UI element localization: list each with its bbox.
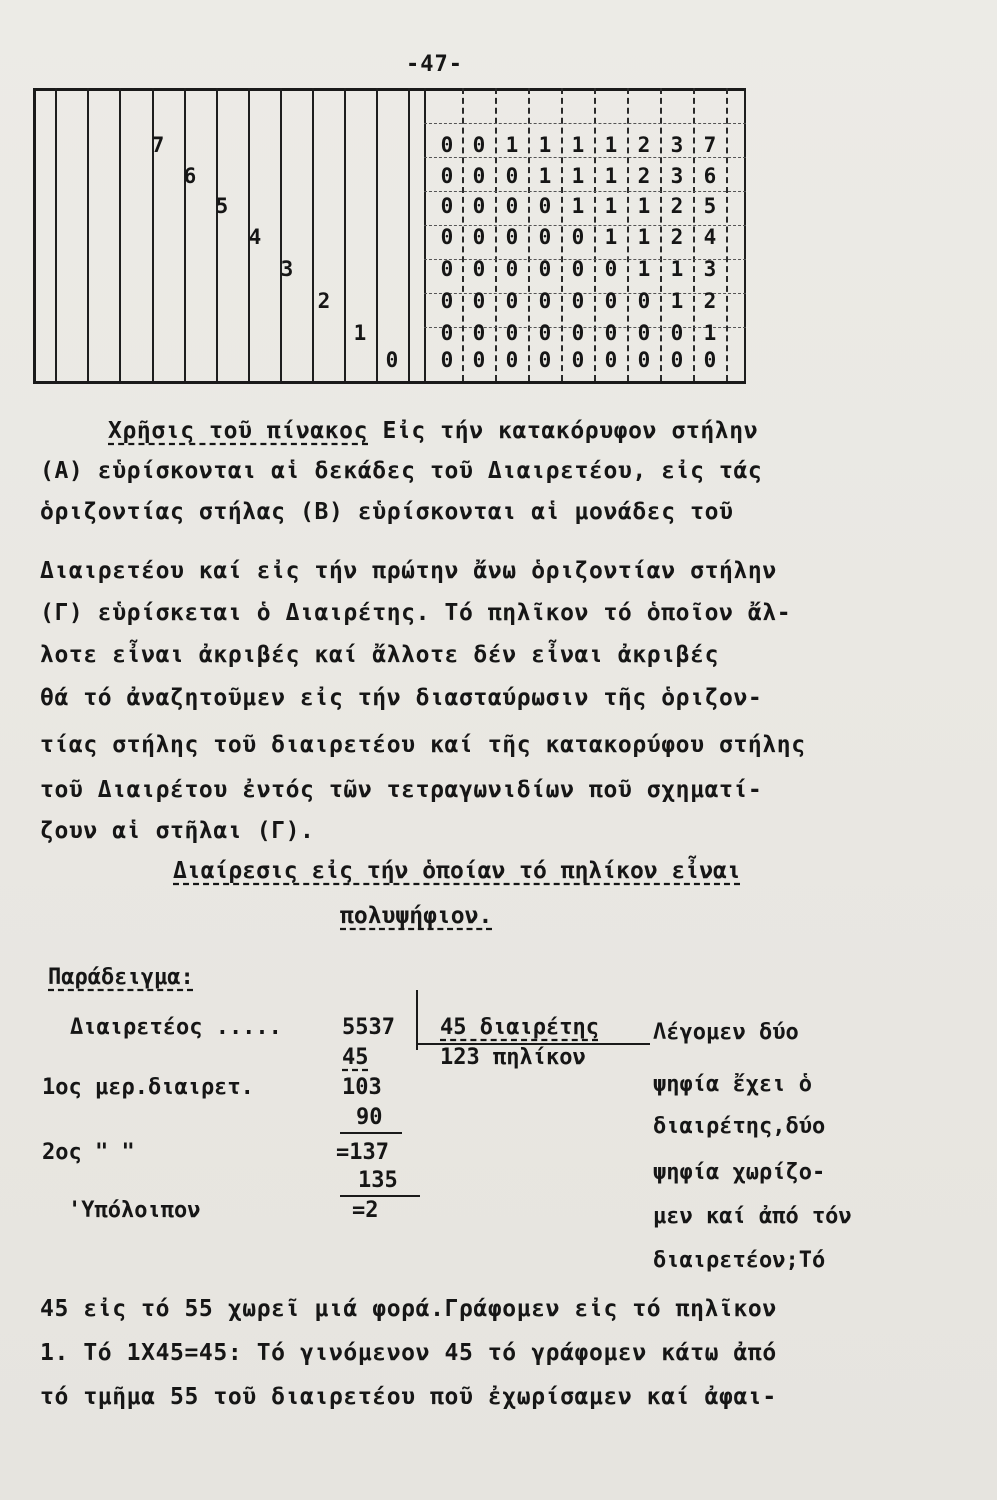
table-cell: 1: [637, 257, 651, 281]
table-cell: 1: [604, 133, 618, 157]
usage-line: ζουν αἱ στῆλαι (Γ).: [40, 818, 315, 844]
partial-value-2: =137: [336, 1140, 389, 1165]
column-divider: [726, 88, 728, 381]
table-cell: 2: [637, 133, 651, 157]
usage-line: τοῦ Διαιρέτου ἐντός τῶν τετραγωνιδίων ποῦ σχηματί-: [40, 777, 763, 803]
table-cell: 7: [703, 133, 717, 157]
subtraction-rule: [340, 1132, 402, 1134]
diagonal-digit: 6: [183, 164, 197, 188]
column-divider: [424, 88, 426, 381]
side-note-line: διαιρέτης,δύο: [653, 1114, 826, 1139]
table-cell: 0: [670, 348, 684, 372]
subtrahend-1: 45: [342, 1045, 369, 1070]
column-divider: [561, 88, 563, 381]
closing-line: 1. Τό 1Χ45=45: Τό γινόμενον 45 τό γράφομεν κάτω ἀπό: [40, 1340, 777, 1366]
table-cell: 0: [538, 348, 552, 372]
table-cell: 1: [571, 194, 585, 218]
table-cell: 3: [670, 164, 684, 188]
table-cell: 0: [440, 225, 454, 249]
table-cell: 0: [670, 321, 684, 345]
subtrahend-3: 135: [358, 1168, 398, 1193]
table-cell: 0: [538, 225, 552, 249]
table-cell: 0: [505, 348, 519, 372]
table-cell: 0: [538, 321, 552, 345]
side-note-line: Λέγομεν δύο: [653, 1020, 799, 1045]
table-cell: 5: [703, 194, 717, 218]
table-cell: 1: [538, 133, 552, 157]
table-cell: 0: [505, 257, 519, 281]
column-divider: [184, 88, 186, 381]
table-cell: 3: [703, 257, 717, 281]
column-divider: [119, 88, 121, 381]
column-divider: [312, 88, 314, 381]
diagonal-digit: 2: [317, 289, 331, 313]
table-cell: 3: [670, 133, 684, 157]
side-note-line: ψηφία χωρίζο-: [653, 1160, 826, 1185]
column-divider: [660, 88, 662, 381]
table-cell: 0: [538, 289, 552, 313]
division-table: [33, 88, 746, 384]
example-label: Παράδειγμα:: [48, 965, 194, 990]
closing-line: 45 εἰς τό 55 χωρεῖ μιά φορά.Γράφομεν εἰς τό πηλῖκον: [40, 1296, 777, 1322]
column-divider: [462, 88, 464, 381]
table-cell: 0: [571, 225, 585, 249]
table-cell: 4: [703, 225, 717, 249]
dividend-label: Διαιρετέος .....: [70, 1015, 282, 1040]
table-cell: 0: [440, 164, 454, 188]
usage-first-line: [108, 418, 758, 444]
usage-line: τίας στήλης τοῦ διαιρετέου καί τῆς κατακορύφου στήλης: [40, 732, 806, 758]
table-cell: 0: [440, 348, 454, 372]
table-cell: 1: [703, 321, 717, 345]
table-cell: 0: [538, 257, 552, 281]
table-cell: 0: [703, 348, 717, 372]
section-heading-continued: πολυψήφιον.: [340, 903, 493, 929]
usage-line: (Γ) εὑρίσκεται ὁ Διαιρέτης. Τό πηλῖκον τό ὁποῖον ἄλ-: [40, 600, 792, 626]
table-cell: 0: [440, 133, 454, 157]
usage-line: Εἰς τήν κατακόρυφον στήλην: [368, 418, 759, 444]
table-cell: 0: [604, 348, 618, 372]
table-cell: 0: [472, 164, 486, 188]
table-cell: 0: [505, 225, 519, 249]
table-cell: 0: [604, 289, 618, 313]
usage-line: Διαιρετέου καί εἰς τήν πρώτην ἄνω ὁριζοντίαν στήλην: [40, 558, 777, 584]
partial-label-1: 1ος μερ.διαιρετ.: [42, 1075, 254, 1100]
table-cell: 0: [472, 348, 486, 372]
side-note-line: διαιρετέον;Τό: [653, 1248, 826, 1273]
divisor-rule: [418, 1043, 650, 1045]
column-divider: [152, 88, 154, 381]
table-cell: 2: [637, 164, 651, 188]
closing-line: τό τμῆμα 55 τοῦ διαιρετέου ποῦ ἐχωρίσαμεν καί ἀφαι-: [40, 1384, 777, 1410]
usage-line: θά τό ἀναζητοῦμεν εἰς τήν διασταύρωσιν τῆς ὁριζον-: [40, 685, 763, 711]
table-cell: 1: [670, 257, 684, 281]
remainder-value: =2: [352, 1198, 379, 1223]
table-cell: 2: [670, 194, 684, 218]
diagonal-digit: 3: [280, 257, 294, 281]
subtraction-rule: [340, 1195, 420, 1197]
table-cell: 0: [637, 321, 651, 345]
table-cell: 1: [604, 194, 618, 218]
divisor-value: 45 διαιρέτης: [440, 1015, 599, 1040]
table-cell: 0: [472, 133, 486, 157]
usage-line: ὁριζοντίας στήλας (Β) εὑρίσκονται αἱ μονάδες τοῦ: [40, 499, 734, 525]
usage-line: λοτε εἶναι ἀκριβές καί ἄλλοτε δέν εἶναι ἀκριβές: [40, 642, 720, 668]
table-cell: 0: [604, 257, 618, 281]
table-cell: 1: [538, 164, 552, 188]
column-divider: [280, 88, 282, 381]
column-divider: [744, 88, 746, 381]
table-cell: 1: [637, 225, 651, 249]
table-cell: 0: [440, 321, 454, 345]
column-divider: [528, 88, 530, 381]
table-cell: 0: [505, 164, 519, 188]
column-divider: [408, 88, 410, 381]
column-divider: [693, 88, 695, 381]
column-divider: [87, 88, 89, 381]
table-cell: 0: [472, 194, 486, 218]
table-cell: 0: [440, 289, 454, 313]
table-cell: 0: [604, 321, 618, 345]
table-cell: 0: [472, 321, 486, 345]
column-divider: [376, 88, 378, 381]
table-cell: 0: [571, 321, 585, 345]
diagonal-digit: 5: [215, 194, 229, 218]
table-cell: 1: [571, 164, 585, 188]
table-cell: 1: [604, 225, 618, 249]
table-cell: 0: [571, 289, 585, 313]
table-cell: 1: [637, 194, 651, 218]
remainder-label: 'Υπόλοιπον: [68, 1198, 201, 1223]
column-divider: [216, 88, 218, 381]
table-cell: 0: [637, 289, 651, 313]
subtrahend-2: 90: [356, 1105, 383, 1130]
column-divider: [594, 88, 596, 381]
table-cell: 1: [670, 289, 684, 313]
table-cell: 0: [637, 348, 651, 372]
table-cell: 0: [538, 194, 552, 218]
page-number: -47-: [406, 52, 463, 77]
diagonal-digit: 4: [248, 225, 262, 249]
column-divider: [495, 88, 497, 381]
diagonal-digit: 1: [353, 321, 367, 345]
usage-title: Χρῆσις τοῦ πίνακος: [108, 418, 369, 444]
column-divider: [55, 88, 57, 381]
table-cell: 1: [571, 133, 585, 157]
table-cell: 0: [440, 194, 454, 218]
table-cell: 0: [505, 321, 519, 345]
table-cell: 0: [472, 225, 486, 249]
row-divider: [424, 123, 746, 124]
table-cell: 1: [505, 133, 519, 157]
usage-line: (Α) εὑρίσκονται αἱ δεκάδες τοῦ Διαιρετέου, εἰς τάς: [40, 458, 763, 484]
column-divider: [627, 88, 629, 381]
table-cell: 0: [571, 348, 585, 372]
side-note-line: μεν καί ἀπό τόν: [653, 1204, 852, 1229]
table-cell: 0: [505, 289, 519, 313]
table-cell: 2: [703, 289, 717, 313]
table-cell: 0: [571, 257, 585, 281]
row-divider: [424, 191, 746, 192]
division-bracket: [416, 990, 418, 1050]
diagonal-digit: 7: [151, 133, 165, 157]
partial-value-1: 103: [342, 1075, 382, 1100]
table-cell: 0: [472, 257, 486, 281]
dividend-value: 5537: [342, 1015, 395, 1040]
diagonal-digit: 0: [385, 348, 399, 372]
table-cell: 1: [604, 164, 618, 188]
table-cell: 0: [505, 194, 519, 218]
partial-label-2: 2ος " ": [42, 1140, 135, 1165]
table-cell: 0: [472, 289, 486, 313]
table-cell: 0: [440, 257, 454, 281]
quotient-value: 123 πηλίκον: [440, 1045, 586, 1070]
table-cell: 2: [670, 225, 684, 249]
row-divider: [424, 157, 746, 158]
section-heading: Διαίρεσις εἰς τήν ὁποίαν τό πηλίκον εἶναι: [173, 858, 741, 884]
side-note-line: ψηφία ἔχει ὁ: [653, 1072, 812, 1097]
table-cell: 6: [703, 164, 717, 188]
